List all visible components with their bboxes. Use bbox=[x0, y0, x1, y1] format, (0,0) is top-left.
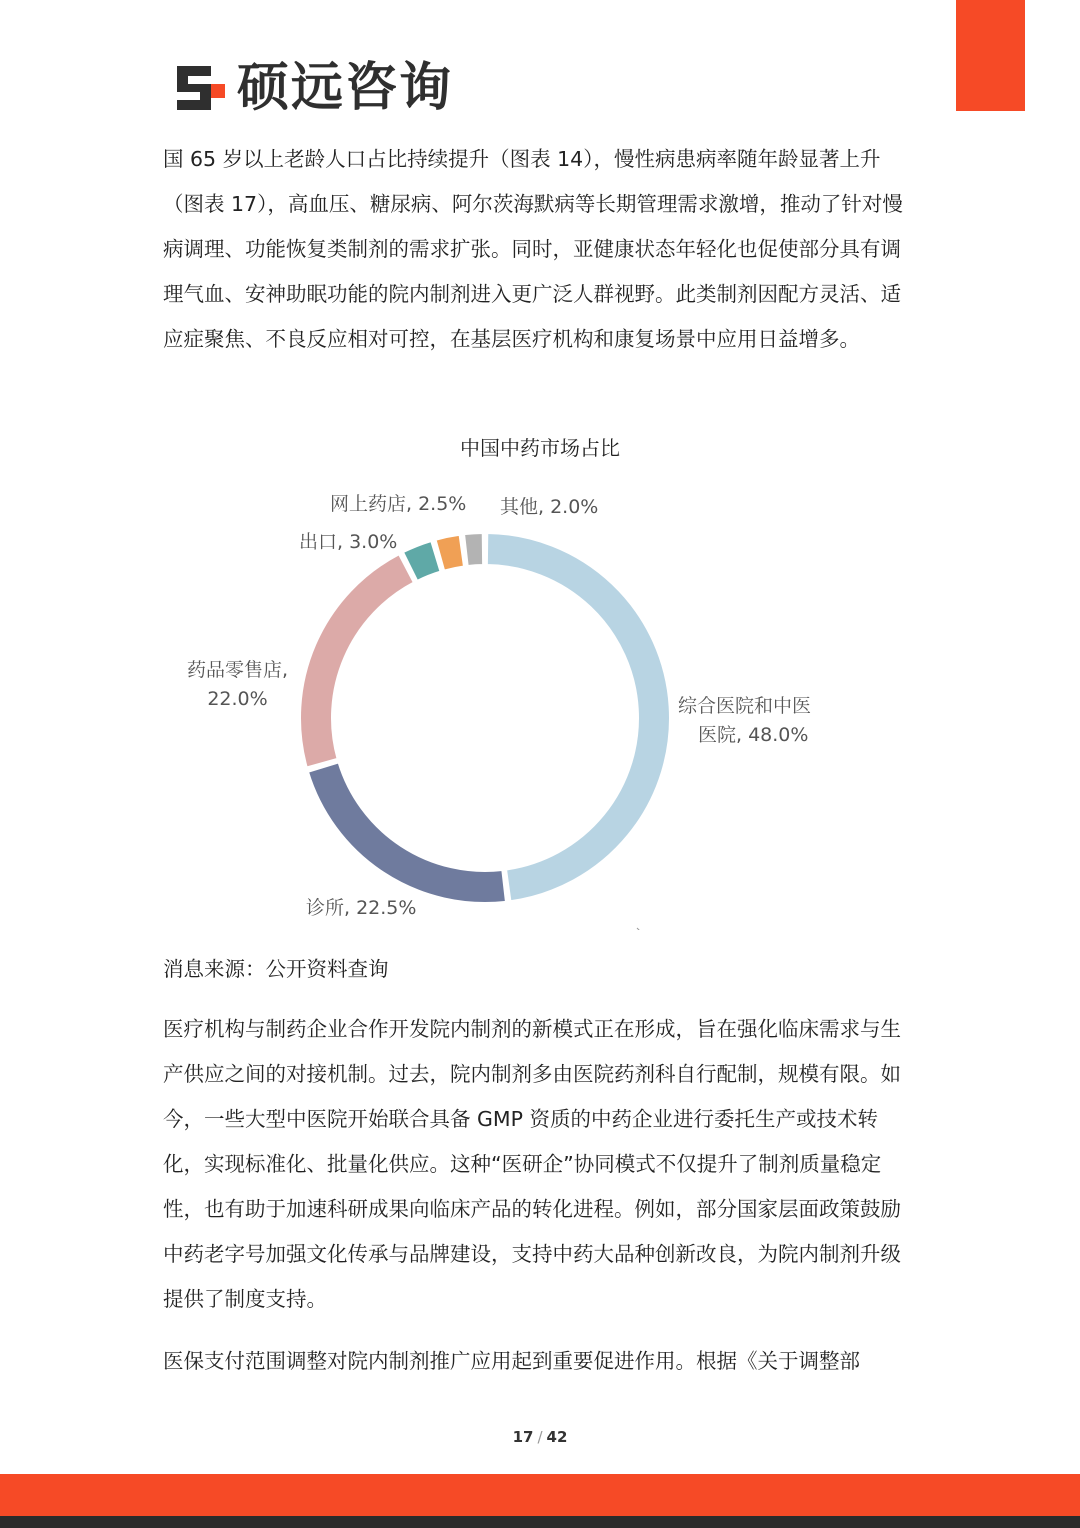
slice-other bbox=[464, 533, 483, 566]
paragraph-2: 医疗机构与制药企业合作开发院内制剂的新模式正在形成，旨在强化临床需求与生产供应之间的对接机制。过去，院内制剂多由医院药剂科自行配制，规模有限。如今，一些大型中医院开始联合具备 GMP 资质的中药企业进行委托生产或技术转化，实现标准化、批量化供应。这种“医研企”协同模式不仅提升了制剂质量稳定性，也有助于加速科研成果向临床产品的转化进程。例如，部分国家层面政策鼓励中药老字号加强文化传承与品牌建设，支持中药大品种创新改良，为院内制剂升级提供了制度支持。 bbox=[163, 1017, 901, 1311]
slice-clinic bbox=[308, 762, 506, 903]
source-note: 消息来源：公开资料查询 bbox=[163, 957, 389, 981]
top-accent-bar bbox=[956, 0, 1025, 111]
logo-mark-icon bbox=[175, 62, 227, 114]
logo-text: 硕远咨询 bbox=[237, 58, 454, 118]
page-separator: / bbox=[537, 1428, 543, 1446]
footer-bar bbox=[0, 1474, 1080, 1516]
label-export-line1: 出口, 3.0% bbox=[299, 531, 398, 553]
label-retail bbox=[187, 656, 288, 714]
label-hospital bbox=[678, 692, 811, 750]
label-hospital-line1: 综合医院和中医 bbox=[678, 695, 812, 717]
paragraph-3: 医保支付范围调整对院内制剂推广应用起到重要促进作用。根据《关于调整部 bbox=[163, 1349, 860, 1373]
label-online bbox=[330, 490, 466, 519]
page-current: 17 bbox=[512, 1428, 534, 1446]
label-online-line1: 网上药店, 2.5% bbox=[330, 493, 467, 515]
label-clinic-line1: 诊所, 22.5% bbox=[306, 897, 417, 919]
label-clinic bbox=[306, 894, 416, 923]
label-hospital-line2: 医院, 48.0% bbox=[698, 724, 809, 746]
footer-edge bbox=[0, 1516, 1080, 1528]
label-other bbox=[500, 493, 598, 522]
slice-online bbox=[436, 535, 464, 571]
page-number bbox=[0, 1428, 1080, 1446]
market-share-chart bbox=[160, 420, 920, 930]
label-export bbox=[299, 528, 397, 557]
label-retail-line1: 药品零售店, bbox=[187, 659, 289, 681]
label-retail-line2: 22.0% bbox=[207, 688, 268, 710]
company-logo bbox=[175, 58, 453, 118]
paragraph-1: 国 65 岁以上老龄人口占比持续提升（图表 14），慢性病患病率随年龄显著上升（图表 17），高血压、糖尿病、阿尔茨海默病等长期管理需求激增，推动了针对慢病调理、功能恢复类制剂的需求扩张。同时，亚健康状态年轻化也促使部分具有调理气血、安神助眠功能的院内制剂进入更广泛人群视野。此类制剂因配方灵活、适应症聚焦、不良反应相对可控，在基层医疗机构和康复场景中应用日益增多。 bbox=[163, 147, 903, 351]
slice-retail bbox=[300, 554, 414, 767]
leader-line-online bbox=[637, 928, 641, 930]
label-other-line1: 其他, 2.0% bbox=[500, 496, 599, 518]
slice-hospital bbox=[487, 533, 670, 901]
page-total: 42 bbox=[546, 1428, 568, 1446]
chart-title: 中国中药市场占比 bbox=[460, 436, 620, 460]
